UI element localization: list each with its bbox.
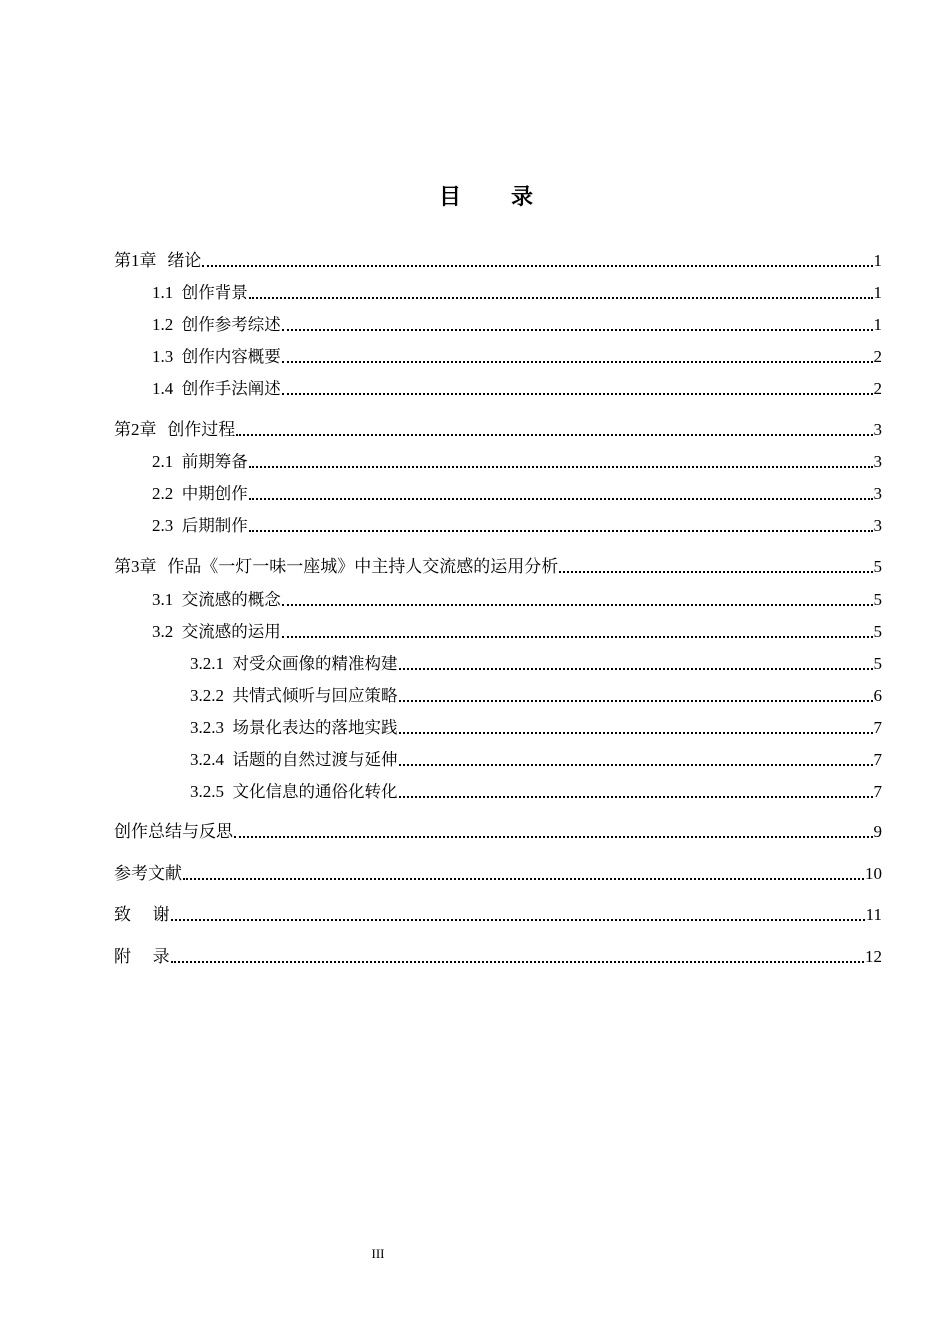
- toc-leader-dots: [399, 796, 873, 798]
- toc-page-number: 1: [873, 283, 882, 302]
- toc-entry-title: 附 录: [114, 947, 170, 967]
- toc-page-number: 3: [873, 516, 882, 535]
- toc-leader-dots: [282, 329, 873, 331]
- toc-page-number: 5: [873, 590, 882, 609]
- toc-entry-section-1-2[interactable]: [152, 311, 882, 335]
- toc-page-number: 11: [865, 905, 882, 924]
- toc-entry-suffix: 章: [139, 420, 168, 440]
- toc-entry-title: 作品《一灯一味一座城》中主持人交流感的运用分析: [167, 557, 559, 577]
- toc-entry-summary[interactable]: [114, 818, 882, 842]
- toc-entry-number: 1.2: [152, 315, 182, 334]
- toc-leader-dots: [249, 297, 873, 299]
- page-footer-number: III: [371, 1246, 385, 1261]
- toc-entry-chapter-2[interactable]: [114, 416, 882, 440]
- toc-entry-subsection-3-2-4[interactable]: [190, 746, 882, 770]
- toc-page-number: 5: [873, 622, 882, 641]
- toc-entry-section-1-1[interactable]: [152, 279, 882, 303]
- toc-entry-title: 绪论: [167, 251, 202, 271]
- toc-entry-section-3-1[interactable]: [152, 586, 882, 610]
- toc-entry-number: 2: [131, 420, 140, 439]
- toc-leader-dots: [399, 668, 873, 670]
- toc-entry-number: 2.2: [152, 484, 182, 503]
- toc-leader-dots: [399, 732, 873, 734]
- toc-entry-section-2-2[interactable]: [152, 480, 882, 504]
- toc-leader-dots: [202, 265, 872, 267]
- toc-entry-section-1-4[interactable]: [152, 375, 882, 399]
- toc-entry-section-2-3[interactable]: [152, 512, 882, 536]
- toc-entry-number: 3.2.2: [190, 686, 233, 705]
- toc-title-part1: 目: [438, 185, 463, 210]
- toc-leader-dots: [249, 530, 873, 532]
- toc-entry-suffix: 章: [139, 557, 168, 577]
- toc-entry-title: 创作背景: [181, 283, 248, 302]
- toc-page-number: 3: [873, 452, 882, 471]
- toc-entry-number: 1.4: [152, 379, 182, 398]
- toc-entry-suffix: 章: [139, 251, 168, 271]
- toc-entry-number: 3.2.1: [190, 654, 233, 673]
- toc-entry-references[interactable]: [114, 860, 882, 884]
- toc-entry-title: 对受众画像的精准构建: [232, 654, 398, 673]
- toc-page-number: 7: [873, 782, 882, 801]
- toc-entry-title: 交流感的概念: [181, 590, 281, 609]
- toc-leader-dots: [236, 434, 872, 436]
- toc-page-number: 7: [873, 750, 882, 769]
- toc-entry-number: 1.1: [152, 283, 182, 302]
- toc-entry-subsection-3-2-2[interactable]: [190, 682, 882, 706]
- toc-entry-title: 后期制作: [181, 516, 248, 535]
- toc-page-number: 7: [873, 718, 882, 737]
- toc-leader-dots: [183, 878, 864, 880]
- toc-entry-title: 中期创作: [181, 484, 248, 503]
- toc-leader-dots: [171, 919, 865, 921]
- toc-leader-dots: [282, 393, 873, 395]
- toc-leader-dots: [282, 361, 873, 363]
- toc-page-number: 12: [865, 947, 882, 966]
- toc-entry-number: 1.3: [152, 347, 182, 366]
- toc-entry-section-3-2[interactable]: [152, 618, 882, 642]
- toc-entry-number: 3.2.4: [190, 750, 233, 769]
- toc-page-number: 2: [873, 347, 882, 366]
- toc-leader-dots: [249, 498, 873, 500]
- toc-entry-title: 创作总结与反思: [114, 822, 233, 842]
- toc-page-number: 6: [873, 686, 882, 705]
- toc-page-number: 1: [873, 315, 882, 334]
- toc-entry-title: 前期筹备: [181, 452, 248, 471]
- toc-entry-chapter-3[interactable]: [114, 553, 882, 577]
- toc-entry-subsection-3-2-3[interactable]: [190, 714, 882, 738]
- toc-entry-title: 文化信息的通俗化转化: [232, 782, 398, 801]
- toc-entry-subsection-3-2-5[interactable]: [190, 778, 882, 802]
- toc-entry-number: 1: [131, 251, 140, 270]
- toc-title-part2: 录: [511, 185, 536, 210]
- toc-leader-dots: [282, 604, 873, 606]
- toc-page-number: 3: [873, 420, 882, 439]
- toc-entry-appendix[interactable]: [114, 943, 882, 967]
- toc-entry-title: 参考文献: [114, 864, 182, 884]
- toc-page-number: 9: [873, 822, 882, 841]
- toc-page-number: 2: [873, 379, 882, 398]
- toc-entry-title: 致 谢: [114, 905, 170, 925]
- toc-entry-number: 3.2.5: [190, 782, 233, 801]
- toc-leader-dots: [171, 961, 864, 963]
- toc-entry-title: 共情式倾听与回应策略: [232, 686, 398, 705]
- toc-title: [0, 180, 950, 211]
- toc-page-number: 5: [873, 654, 882, 673]
- toc-entry-number: 3.1: [152, 590, 182, 609]
- toc-entry-section-1-3[interactable]: [152, 343, 882, 367]
- toc-entry-title: 话题的自然过渡与延伸: [232, 750, 398, 769]
- toc-page-number: 1: [873, 251, 882, 270]
- toc-entry-title: 场景化表达的落地实践: [232, 718, 398, 737]
- toc-leader-dots: [282, 636, 873, 638]
- toc-entry-prefix: 第: [114, 557, 131, 577]
- toc-entry-prefix: 第: [114, 420, 131, 440]
- toc-entry-number: 3: [131, 557, 140, 576]
- toc-entry-number: 3.2: [152, 622, 182, 641]
- toc-entry-title: 创作过程: [167, 420, 236, 440]
- toc-leader-dots: [559, 571, 872, 573]
- toc-leader-dots: [399, 764, 873, 766]
- toc-entry-title: 交流感的运用: [181, 622, 281, 641]
- toc-entry-prefix: 第: [114, 251, 131, 271]
- toc-entry-number: 3.2.3: [190, 718, 233, 737]
- toc-leader-dots: [249, 466, 873, 468]
- toc-entry-chapter-1[interactable]: [114, 247, 882, 271]
- toc-entry-acknowledgements[interactable]: [114, 901, 882, 925]
- toc-page-number: 3: [873, 484, 882, 503]
- toc-entry-number: 2.1: [152, 452, 182, 471]
- toc-entry-title: 创作内容概要: [181, 347, 281, 366]
- toc-entry-number: 2.3: [152, 516, 182, 535]
- toc-page-number: 5: [873, 557, 882, 576]
- toc-entry-title: 创作参考综述: [181, 315, 281, 334]
- toc-entry-subsection-3-2-1[interactable]: [190, 650, 882, 674]
- toc-page-number: 10: [865, 864, 882, 883]
- toc-leader-dots: [234, 836, 873, 838]
- toc-entry-section-2-1[interactable]: [152, 448, 882, 472]
- toc-entry-title: 创作手法阐述: [181, 379, 281, 398]
- toc-leader-dots: [399, 700, 873, 702]
